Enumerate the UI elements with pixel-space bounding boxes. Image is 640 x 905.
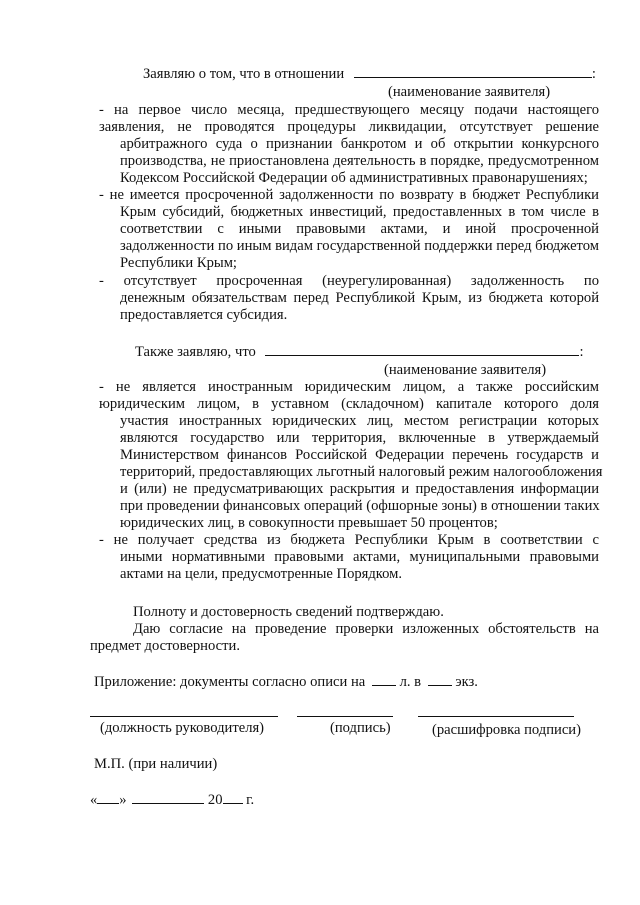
section1-intro-line xyxy=(143,66,596,83)
section2-intro: Также заявляю, что xyxy=(135,344,256,360)
section1-text-line: Республики Крым; xyxy=(120,255,237,271)
section1-caption: (наименование заявителя) xyxy=(388,84,551,100)
signature-line[interactable] xyxy=(297,716,393,717)
section2-text-line: являются государство или территория, включенные в утверждаемый xyxy=(120,430,599,446)
date-year-suffix: г. xyxy=(246,792,255,808)
section1-end-mark: : xyxy=(591,66,596,82)
section2-text-line: Министерством финансов Российской Федерации перечень государств и xyxy=(120,447,599,463)
section1-text-line: Крым субсидий, бюджетных инвестиций, предоставленных в том числе в xyxy=(120,204,599,220)
section2-text-line: территорий, предоставляющих льготный налоговый режим налогообложения xyxy=(120,464,603,480)
section1-text-line: - отсутствует просроченная (неурегулированная) задолженность по xyxy=(99,273,599,289)
section1-text-line: задолженности по иным видам государственной поддержки перед бюджетом xyxy=(120,238,599,254)
section2-caption: (наименование заявителя) xyxy=(384,362,547,378)
date-month-field[interactable] xyxy=(132,803,204,804)
date-year-field[interactable] xyxy=(223,803,243,804)
section1-text-line: производства, не приостановлена деятельность в порядке, предусмотренном xyxy=(120,153,599,169)
section2-text-line: - не получает средства из бюджета Республики Крым в соответствии с xyxy=(99,532,599,548)
section1-text-line: предоставляется субсидия. xyxy=(120,307,288,323)
attachment-prefix: Приложение: документы согласно описи на xyxy=(94,674,366,690)
section2-text-line: - не является иностранным юридическим лицом, а также российским xyxy=(99,379,599,395)
section1-text-line: - на первое число месяца, предшествующего месяцу подачи настоящего xyxy=(99,102,599,118)
copies-count-field[interactable] xyxy=(428,685,452,686)
section2-text-line: актами на цели, предусмотренные Порядком. xyxy=(120,566,403,582)
section2-text-line: участия иностранных юридических лиц, местом регистрации которых xyxy=(120,413,599,429)
position-signature-line[interactable] xyxy=(90,716,278,717)
date-close-quote: » xyxy=(119,792,127,808)
attachment-mid: л. в xyxy=(399,674,422,690)
decoding-caption: (расшифровка подписи) xyxy=(432,722,581,738)
stamp-label: М.П. (при наличии) xyxy=(94,756,218,772)
date-line xyxy=(90,792,254,809)
section2-text-line: юридических лиц, в совокупности превышает 50 процентов; xyxy=(120,515,498,531)
date-open-quote: « xyxy=(90,792,98,808)
confirm-line-1: Полноту и достоверность сведений подтверждаю. xyxy=(133,604,444,620)
section2-text-line: при проведении финансовых операций (офшорные зоны) в отношении таких xyxy=(120,498,600,514)
section2-text-line: иными нормативными правовыми актами, муниципальными правовыми xyxy=(120,549,599,565)
position-caption: (должность руководителя) xyxy=(100,720,265,736)
date-day-field[interactable] xyxy=(97,803,119,804)
date-year-prefix: 20 xyxy=(207,792,223,808)
section2-text-line: юридическим лицом, в уставном (складочном) капитале которого доля xyxy=(99,396,599,412)
section1-text-line: - не имеется просроченной задолженности по возврату в бюджет Республики xyxy=(99,187,599,203)
section2-text-line: и (или) не предусматривающих раскрытия и предоставления информации xyxy=(120,481,599,497)
applicant-name-field-1[interactable] xyxy=(354,77,592,78)
confirm-line-3: предмет достоверности. xyxy=(90,638,240,654)
section1-text-line: арбитражного суда о признании банкротом и об открытии конкурсного xyxy=(120,136,599,152)
signature-caption: (подпись) xyxy=(330,720,391,736)
section1-text-line: денежным обязательствам перед Республикой Крым, из бюджета которой xyxy=(120,290,599,306)
attachment-line xyxy=(94,674,478,691)
decoding-signature-line[interactable] xyxy=(418,716,574,717)
section2-end-mark: : xyxy=(579,344,584,360)
section1-text-line: соответствии с иными правовыми актами, и иной просроченной xyxy=(120,221,599,237)
attachment-suffix: экз. xyxy=(455,674,478,690)
section2-intro-line xyxy=(135,344,584,361)
sheets-count-field[interactable] xyxy=(372,685,396,686)
applicant-name-field-2[interactable] xyxy=(265,355,579,356)
section1-text-line: Кодексом Российской Федерации об административных правонарушениях; xyxy=(120,170,588,186)
confirm-line-2: Даю согласие на проведение проверки изложенных обстоятельств на xyxy=(133,621,599,637)
section1-text-line: заявления, не проводятся процедуры ликвидации, отсутствует решение xyxy=(99,119,599,135)
section1-intro: Заявляю о том, что в отношении xyxy=(143,66,345,82)
